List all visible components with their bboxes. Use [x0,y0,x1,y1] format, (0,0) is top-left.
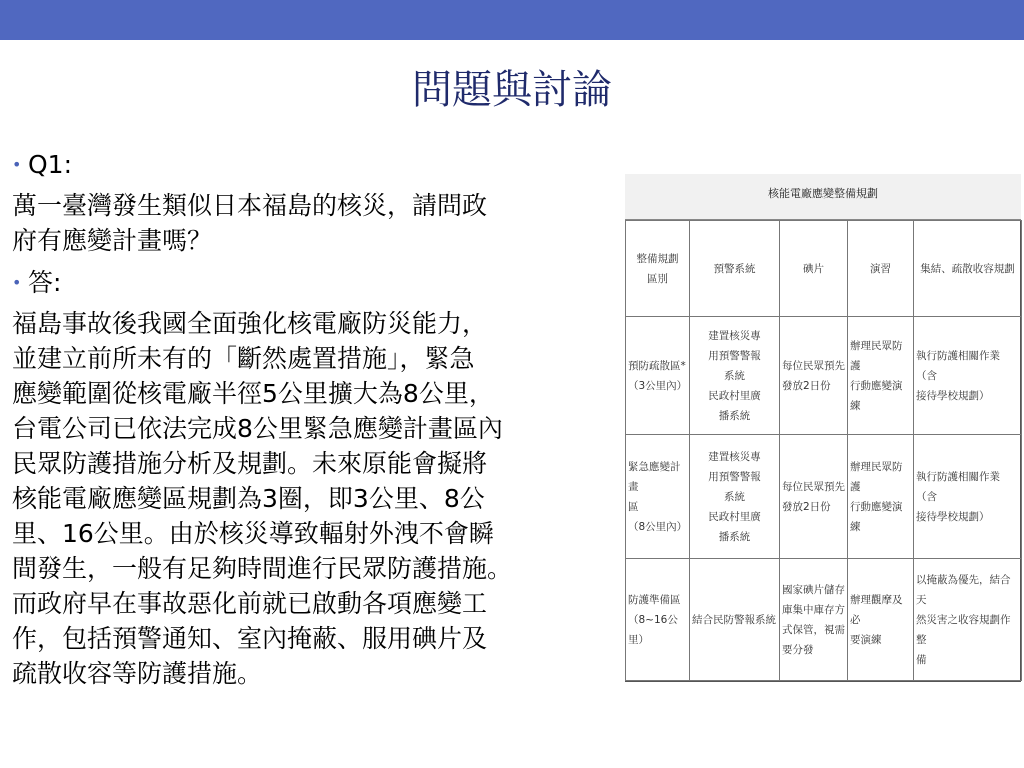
table-header-row [626,221,1022,317]
table-cell [780,435,848,559]
table-cell-line: 建置核災專 [708,450,761,463]
table-cell-line: 區別 [647,272,668,285]
table-cell-line: 式保管，視需 [782,623,845,636]
table-cell-line: （3公里內） [628,379,688,392]
table-header-cell [780,221,848,317]
table-cell-line: 執行防護相關作業（含 [916,470,1000,503]
answer-label: 答: [28,268,62,297]
table-cell-line: 備 [916,653,927,666]
table-cell [780,559,848,681]
table-cell-line: 接待學校規劃） [916,510,990,523]
table-cell [690,559,780,681]
table-cell-line: 辦理民眾防護 [850,339,903,372]
table-cell-line: 里） [628,633,649,646]
table-cell-line: 執行防護相關作業（含 [916,349,1000,382]
table-cell-line: 庫集中庫存方 [782,603,845,616]
table-cell [626,317,690,435]
answer-bullet [12,264,620,302]
preparedness-table [625,220,1022,681]
table-cell-line: 行動應變演練 [850,500,903,533]
table-cell [914,317,1022,435]
table-cell-line: 行動應變演練 [850,379,903,412]
table-header-cell [848,221,914,317]
table-cell-line: 辦理民眾防護 [850,460,903,493]
slide-title: 問題與討論 [412,67,612,113]
question-line: 萬一臺灣發生類似日本福島的核災，請問政 [12,191,488,220]
table-cell-line: 用預警警報 [708,349,761,362]
answer-line: 福島事故後我國全面強化核電廠防災能力， [12,309,488,338]
answer-line: 台電公司已依法完成8公里緊急應變計畫區內 [12,414,503,443]
table-cell-line: 預警系統 [713,262,756,275]
answer-line: 核能電廠應變區規劃為3圈，即3公里、8公 [12,484,485,513]
table-cell-line: （8~16公 [628,613,678,626]
table-cell [690,317,780,435]
bullet-dot-icon: • [12,155,22,174]
table-cell-line: 民政村里廣 [708,389,761,402]
table-cell-line: （8公里內） [628,520,688,533]
answer-line: 間發生，一般有足夠時間進行民眾防護措施。 [12,554,513,583]
table-cell-line: 以掩蔽為優先，結合天 [916,573,1011,606]
table-cell [914,559,1022,681]
table-cell [914,435,1022,559]
table-cell-line: 系統 [724,369,745,382]
table-cell-line: 系統 [724,490,745,503]
table-cell-line: 辦理觀摩及必 [850,593,903,626]
table-cell-line: 碘片 [803,262,824,275]
table-cell-line: 接待學校規劃） [916,389,990,402]
table-cell-line: 每位民眾預先 [782,480,845,493]
answer-line: 民眾防護措施分析及規劃。未來原能會擬將 [12,449,488,478]
answer-text [12,306,620,691]
table-row [626,435,1022,559]
table-cell-line: 民政村里廣 [708,510,761,523]
table-cell-line: 集結、疏散收容規劃 [920,262,1015,275]
answer-line: 而政府早在事故惡化前就已啟動各項應變工 [12,589,488,618]
table-cell [626,435,690,559]
table-cell-line: 預防疏散區* [628,359,686,372]
slide-body [12,146,620,697]
table-cell-line: 播系統 [718,530,751,543]
question-text [12,188,620,258]
table-header-cell [626,221,690,317]
table-cell [690,435,780,559]
table-header-cell [690,221,780,317]
question-label: Q1: [28,150,73,179]
table-cell-line: 國家碘片儲存 [782,583,845,596]
table-cell-line: 區 [628,500,639,513]
preparedness-table-image [625,174,1021,682]
answer-line: 作，包括預警通知、室內掩蔽、服用碘片及 [12,624,488,653]
answer-line: 疏散收容等防護措施。 [12,659,263,688]
table-cell-line: 要演練 [850,633,882,646]
question-line: 府有應變計畫嗎？ [12,226,213,255]
table-cell-line: 用預警警報 [708,470,761,483]
question-bullet [12,146,620,184]
table-cell-line: 緊急應變計畫 [628,460,681,493]
table-cell [626,559,690,681]
table-cell-line: 播系統 [718,409,751,422]
table-row [626,317,1022,435]
answer-line: 應變範圍從核電廠半徑5公里擴大為8公里， [12,379,494,408]
table-cell [780,317,848,435]
table-cell [848,559,914,681]
top-accent-bar [0,0,1024,40]
table-cell [848,435,914,559]
answer-line: 里、16公里。由於核災導致輻射外洩不會瞬 [12,519,494,548]
table-cell-line: 然災害之收容規劃作整 [916,613,1011,646]
table-cell-line: 演習 [870,262,891,275]
table-cell-line: 每位民眾預先 [782,359,845,372]
table-caption: 核能電廠應變整備規劃 [625,174,1021,220]
table-row [626,559,1022,681]
table-cell-line: 防護準備區 [628,593,681,606]
table-cell-line: 整備規劃 [636,252,679,265]
table-cell-line: 建置核災專 [708,329,761,342]
table-cell [848,317,914,435]
table-header-cell [914,221,1022,317]
table-cell-line: 發放2日份 [782,500,831,513]
table-cell-line: 發放2日份 [782,379,831,392]
answer-line: 並建立前所未有的「斷然處置措施」，緊急 [12,344,475,373]
table-cell-line: 要分發 [782,643,814,656]
bullet-dot-icon: • [12,273,22,292]
table-cell-line: 結合民防警報系統 [692,613,776,626]
